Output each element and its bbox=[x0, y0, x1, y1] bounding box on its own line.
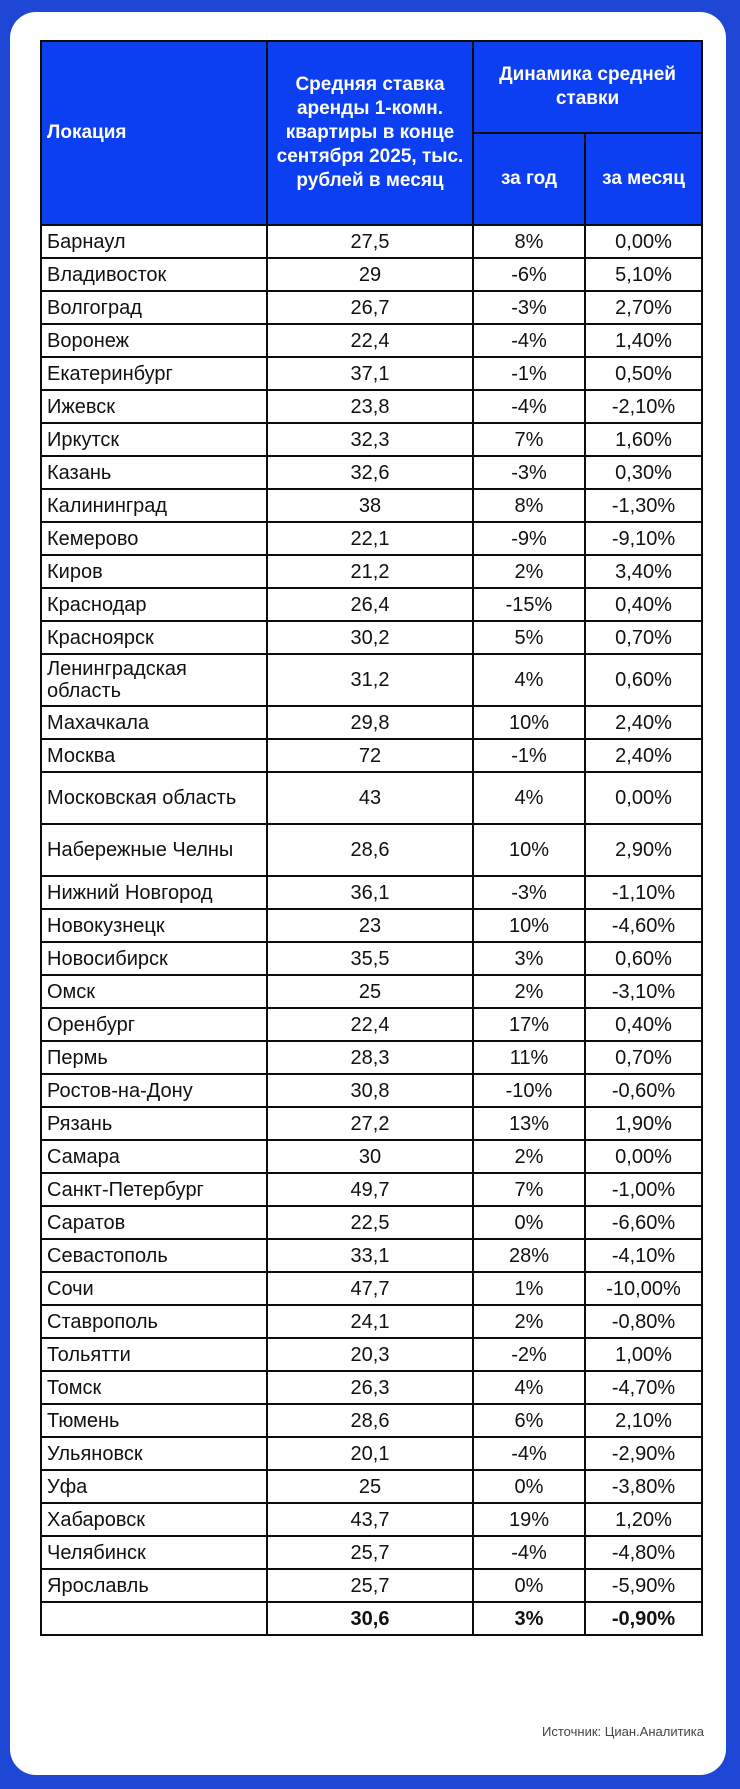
cell-month: 2,10% bbox=[585, 1404, 702, 1437]
cell-year: 0% bbox=[473, 1470, 585, 1503]
cell-location: Томск bbox=[41, 1371, 267, 1404]
cell-year: -4% bbox=[473, 390, 585, 423]
cell-rate: 28,3 bbox=[267, 1041, 473, 1074]
table-row bbox=[41, 555, 702, 588]
cell-location: Челябинск bbox=[41, 1536, 267, 1569]
table-row bbox=[41, 1338, 702, 1371]
cell-month: -9,10% bbox=[585, 522, 702, 555]
cell-location: Омск bbox=[41, 975, 267, 1008]
table-row bbox=[41, 1305, 702, 1338]
cell-location: Санкт-Петербург bbox=[41, 1173, 267, 1206]
cell-location: Московская область bbox=[41, 772, 267, 824]
cell-year: 5% bbox=[473, 621, 585, 654]
table-row bbox=[41, 1173, 702, 1206]
cell-year: 2% bbox=[473, 1140, 585, 1173]
table-row bbox=[41, 1470, 702, 1503]
cell-year: 10% bbox=[473, 909, 585, 942]
cell-month: 0,40% bbox=[585, 1008, 702, 1041]
cell-location: Тольятти bbox=[41, 1338, 267, 1371]
cell-rate: 72 bbox=[267, 739, 473, 772]
cell-month: -1,10% bbox=[585, 876, 702, 909]
cell-rate: 29 bbox=[267, 258, 473, 291]
cell-month: 0,60% bbox=[585, 654, 702, 706]
cell-location: Калининград bbox=[41, 489, 267, 522]
cell-month: 0,70% bbox=[585, 1041, 702, 1074]
cell-rate: 22,4 bbox=[267, 324, 473, 357]
cell-month: -4,70% bbox=[585, 1371, 702, 1404]
cell-location: Ульяновск bbox=[41, 1437, 267, 1470]
cell-year: 2% bbox=[473, 1305, 585, 1338]
cell-month: -5,90% bbox=[585, 1569, 702, 1602]
cell-location: Воронеж bbox=[41, 324, 267, 357]
cell-location: Пермь bbox=[41, 1041, 267, 1074]
table-body bbox=[41, 225, 702, 1635]
table-row bbox=[41, 324, 702, 357]
cell-month: -3,10% bbox=[585, 975, 702, 1008]
cell-rate: 20,3 bbox=[267, 1338, 473, 1371]
header-dynamics: Динамика средней ставки bbox=[473, 41, 702, 133]
cell-year: 17% bbox=[473, 1008, 585, 1041]
table-row bbox=[41, 1536, 702, 1569]
cell-year: -4% bbox=[473, 1536, 585, 1569]
cell-year: -4% bbox=[473, 324, 585, 357]
cell-year: 2% bbox=[473, 555, 585, 588]
table-row bbox=[41, 654, 702, 706]
cell-month: -2,10% bbox=[585, 390, 702, 423]
table-row bbox=[41, 456, 702, 489]
cell-location: Ставрополь bbox=[41, 1305, 267, 1338]
cell-rate: 22,1 bbox=[267, 522, 473, 555]
table-row bbox=[41, 1008, 702, 1041]
header-year: за год bbox=[473, 133, 585, 225]
cell-year: -15% bbox=[473, 588, 585, 621]
cell-location: Новокузнецк bbox=[41, 909, 267, 942]
table-row bbox=[41, 909, 702, 942]
table-row bbox=[41, 975, 702, 1008]
cell-month: 0,50% bbox=[585, 357, 702, 390]
cell-month: 0,30% bbox=[585, 456, 702, 489]
cell-rate: 30,8 bbox=[267, 1074, 473, 1107]
cell-rate: 32,3 bbox=[267, 423, 473, 456]
cell-rate: 36,1 bbox=[267, 876, 473, 909]
table-row bbox=[41, 1569, 702, 1602]
cell-rate: 35,5 bbox=[267, 942, 473, 975]
table-row bbox=[41, 1074, 702, 1107]
table-row bbox=[41, 423, 702, 456]
table-row bbox=[41, 1041, 702, 1074]
cell-location: Казань bbox=[41, 456, 267, 489]
cell-month: 3,40% bbox=[585, 555, 702, 588]
cell-year: -3% bbox=[473, 876, 585, 909]
cell-month: 0,70% bbox=[585, 621, 702, 654]
table-row bbox=[41, 390, 702, 423]
cell-location: Ижевск bbox=[41, 390, 267, 423]
cell-rate: 28,6 bbox=[267, 824, 473, 876]
cell-month: -1,00% bbox=[585, 1173, 702, 1206]
total-month: -0,90% bbox=[585, 1602, 702, 1635]
header-location: Локация bbox=[41, 41, 267, 225]
cell-year: -3% bbox=[473, 291, 585, 324]
cell-month: 0,00% bbox=[585, 772, 702, 824]
cell-rate: 25 bbox=[267, 1470, 473, 1503]
cell-location: Уфа bbox=[41, 1470, 267, 1503]
table-row bbox=[41, 1503, 702, 1536]
cell-month: 1,60% bbox=[585, 423, 702, 456]
cell-location: Самара bbox=[41, 1140, 267, 1173]
cell-year: 7% bbox=[473, 423, 585, 456]
cell-location: Екатеринбург bbox=[41, 357, 267, 390]
cell-year: 4% bbox=[473, 654, 585, 706]
cell-month: 1,90% bbox=[585, 1107, 702, 1140]
cell-rate: 32,6 bbox=[267, 456, 473, 489]
cell-month: 0,00% bbox=[585, 1140, 702, 1173]
cell-rate: 43,7 bbox=[267, 1503, 473, 1536]
cell-rate: 38 bbox=[267, 489, 473, 522]
cell-rate: 22,5 bbox=[267, 1206, 473, 1239]
cell-month: -0,80% bbox=[585, 1305, 702, 1338]
table-row bbox=[41, 291, 702, 324]
table-row bbox=[41, 1437, 702, 1470]
cell-rate: 43 bbox=[267, 772, 473, 824]
table-row bbox=[41, 824, 702, 876]
total-rate: 30,6 bbox=[267, 1602, 473, 1635]
table-row bbox=[41, 225, 702, 258]
cell-location: Краснодар bbox=[41, 588, 267, 621]
table-row bbox=[41, 258, 702, 291]
cell-location: Сочи bbox=[41, 1272, 267, 1305]
rent-table bbox=[40, 40, 703, 1636]
cell-month: 2,40% bbox=[585, 706, 702, 739]
cell-location: Оренбург bbox=[41, 1008, 267, 1041]
total-label bbox=[41, 1602, 267, 1635]
cell-year: -1% bbox=[473, 739, 585, 772]
cell-month: -10,00% bbox=[585, 1272, 702, 1305]
table-row bbox=[41, 1206, 702, 1239]
cell-month: 1,00% bbox=[585, 1338, 702, 1371]
cell-month: 0,40% bbox=[585, 588, 702, 621]
cell-location: Владивосток bbox=[41, 258, 267, 291]
cell-rate: 28,6 bbox=[267, 1404, 473, 1437]
cell-month: -2,90% bbox=[585, 1437, 702, 1470]
cell-rate: 21,2 bbox=[267, 555, 473, 588]
cell-rate: 30,2 bbox=[267, 621, 473, 654]
cell-rate: 20,1 bbox=[267, 1437, 473, 1470]
cell-location: Москва bbox=[41, 739, 267, 772]
table-row bbox=[41, 1140, 702, 1173]
cell-year: 4% bbox=[473, 1371, 585, 1404]
cell-rate: 31,2 bbox=[267, 654, 473, 706]
total-year: 3% bbox=[473, 1602, 585, 1635]
table-row bbox=[41, 1107, 702, 1140]
cell-location: Волгоград bbox=[41, 291, 267, 324]
cell-location: Саратов bbox=[41, 1206, 267, 1239]
cell-month: 0,00% bbox=[585, 225, 702, 258]
cell-year: -10% bbox=[473, 1074, 585, 1107]
cell-rate: 27,2 bbox=[267, 1107, 473, 1140]
cell-year: 10% bbox=[473, 824, 585, 876]
table-row bbox=[41, 357, 702, 390]
cell-month: 0,60% bbox=[585, 942, 702, 975]
table-row bbox=[41, 588, 702, 621]
table-row bbox=[41, 621, 702, 654]
table-row bbox=[41, 1272, 702, 1305]
cell-rate: 25 bbox=[267, 975, 473, 1008]
cell-location: Махачкала bbox=[41, 706, 267, 739]
total-row bbox=[41, 1602, 702, 1635]
source-note: Источник: Циан.Аналитика bbox=[542, 1724, 704, 1739]
cell-location: Тюмень bbox=[41, 1404, 267, 1437]
header-rate: Средняя ставка аренды 1-комн. квартиры в конце сентября 2025, тыс. рублей в месяц bbox=[267, 41, 473, 225]
cell-month: 5,10% bbox=[585, 258, 702, 291]
cell-month: 2,40% bbox=[585, 739, 702, 772]
cell-month: 1,40% bbox=[585, 324, 702, 357]
cell-year: 28% bbox=[473, 1239, 585, 1272]
cell-location: Барнаул bbox=[41, 225, 267, 258]
cell-year: 7% bbox=[473, 1173, 585, 1206]
cell-month: -6,60% bbox=[585, 1206, 702, 1239]
cell-rate: 26,7 bbox=[267, 291, 473, 324]
cell-location: Новосибирск bbox=[41, 942, 267, 975]
cell-rate: 49,7 bbox=[267, 1173, 473, 1206]
cell-location: Иркутск bbox=[41, 423, 267, 456]
cell-year: 1% bbox=[473, 1272, 585, 1305]
cell-year: 10% bbox=[473, 706, 585, 739]
cell-location: Киров bbox=[41, 555, 267, 588]
table-row bbox=[41, 876, 702, 909]
cell-month: 1,20% bbox=[585, 1503, 702, 1536]
cell-year: 6% bbox=[473, 1404, 585, 1437]
cell-month: -1,30% bbox=[585, 489, 702, 522]
table-row bbox=[41, 522, 702, 555]
cell-year: -9% bbox=[473, 522, 585, 555]
cell-location: Ярославль bbox=[41, 1569, 267, 1602]
cell-month: -4,60% bbox=[585, 909, 702, 942]
cell-rate: 37,1 bbox=[267, 357, 473, 390]
table-row bbox=[41, 739, 702, 772]
cell-location: Ростов-на-Дону bbox=[41, 1074, 267, 1107]
cell-year: 2% bbox=[473, 975, 585, 1008]
cell-rate: 26,4 bbox=[267, 588, 473, 621]
cell-year: 13% bbox=[473, 1107, 585, 1140]
cell-rate: 26,3 bbox=[267, 1371, 473, 1404]
cell-year: -4% bbox=[473, 1437, 585, 1470]
table-row bbox=[41, 942, 702, 975]
cell-location: Рязань bbox=[41, 1107, 267, 1140]
cell-location: Хабаровск bbox=[41, 1503, 267, 1536]
cell-rate: 29,8 bbox=[267, 706, 473, 739]
cell-location: Набережные Челны bbox=[41, 824, 267, 876]
cell-year: 8% bbox=[473, 489, 585, 522]
cell-rate: 25,7 bbox=[267, 1536, 473, 1569]
cell-year: 8% bbox=[473, 225, 585, 258]
header-month: за месяц bbox=[585, 133, 702, 225]
cell-rate: 47,7 bbox=[267, 1272, 473, 1305]
cell-month: -3,80% bbox=[585, 1470, 702, 1503]
cell-month: 2,70% bbox=[585, 291, 702, 324]
cell-month: -4,80% bbox=[585, 1536, 702, 1569]
cell-location: Севастополь bbox=[41, 1239, 267, 1272]
cell-year: 4% bbox=[473, 772, 585, 824]
cell-location: Кемерово bbox=[41, 522, 267, 555]
card bbox=[10, 12, 726, 1775]
cell-year: -2% bbox=[473, 1338, 585, 1371]
cell-location: Ленинградская область bbox=[41, 654, 267, 706]
cell-year: 19% bbox=[473, 1503, 585, 1536]
cell-year: 11% bbox=[473, 1041, 585, 1074]
cell-year: 0% bbox=[473, 1206, 585, 1239]
cell-rate: 23 bbox=[267, 909, 473, 942]
cell-rate: 27,5 bbox=[267, 225, 473, 258]
table-row bbox=[41, 489, 702, 522]
cell-month: -0,60% bbox=[585, 1074, 702, 1107]
table-row bbox=[41, 706, 702, 739]
table-row bbox=[41, 1404, 702, 1437]
table-row bbox=[41, 772, 702, 824]
cell-month: -4,10% bbox=[585, 1239, 702, 1272]
cell-rate: 30 bbox=[267, 1140, 473, 1173]
table-row bbox=[41, 1371, 702, 1404]
cell-rate: 24,1 bbox=[267, 1305, 473, 1338]
cell-rate: 25,7 bbox=[267, 1569, 473, 1602]
cell-year: 3% bbox=[473, 942, 585, 975]
cell-year: 0% bbox=[473, 1569, 585, 1602]
cell-rate: 22,4 bbox=[267, 1008, 473, 1041]
cell-rate: 33,1 bbox=[267, 1239, 473, 1272]
cell-location: Красноярск bbox=[41, 621, 267, 654]
cell-month: 2,90% bbox=[585, 824, 702, 876]
table-row bbox=[41, 1239, 702, 1272]
cell-year: -6% bbox=[473, 258, 585, 291]
cell-location: Нижний Новгород bbox=[41, 876, 267, 909]
cell-rate: 23,8 bbox=[267, 390, 473, 423]
cell-year: -3% bbox=[473, 456, 585, 489]
cell-year: -1% bbox=[473, 357, 585, 390]
